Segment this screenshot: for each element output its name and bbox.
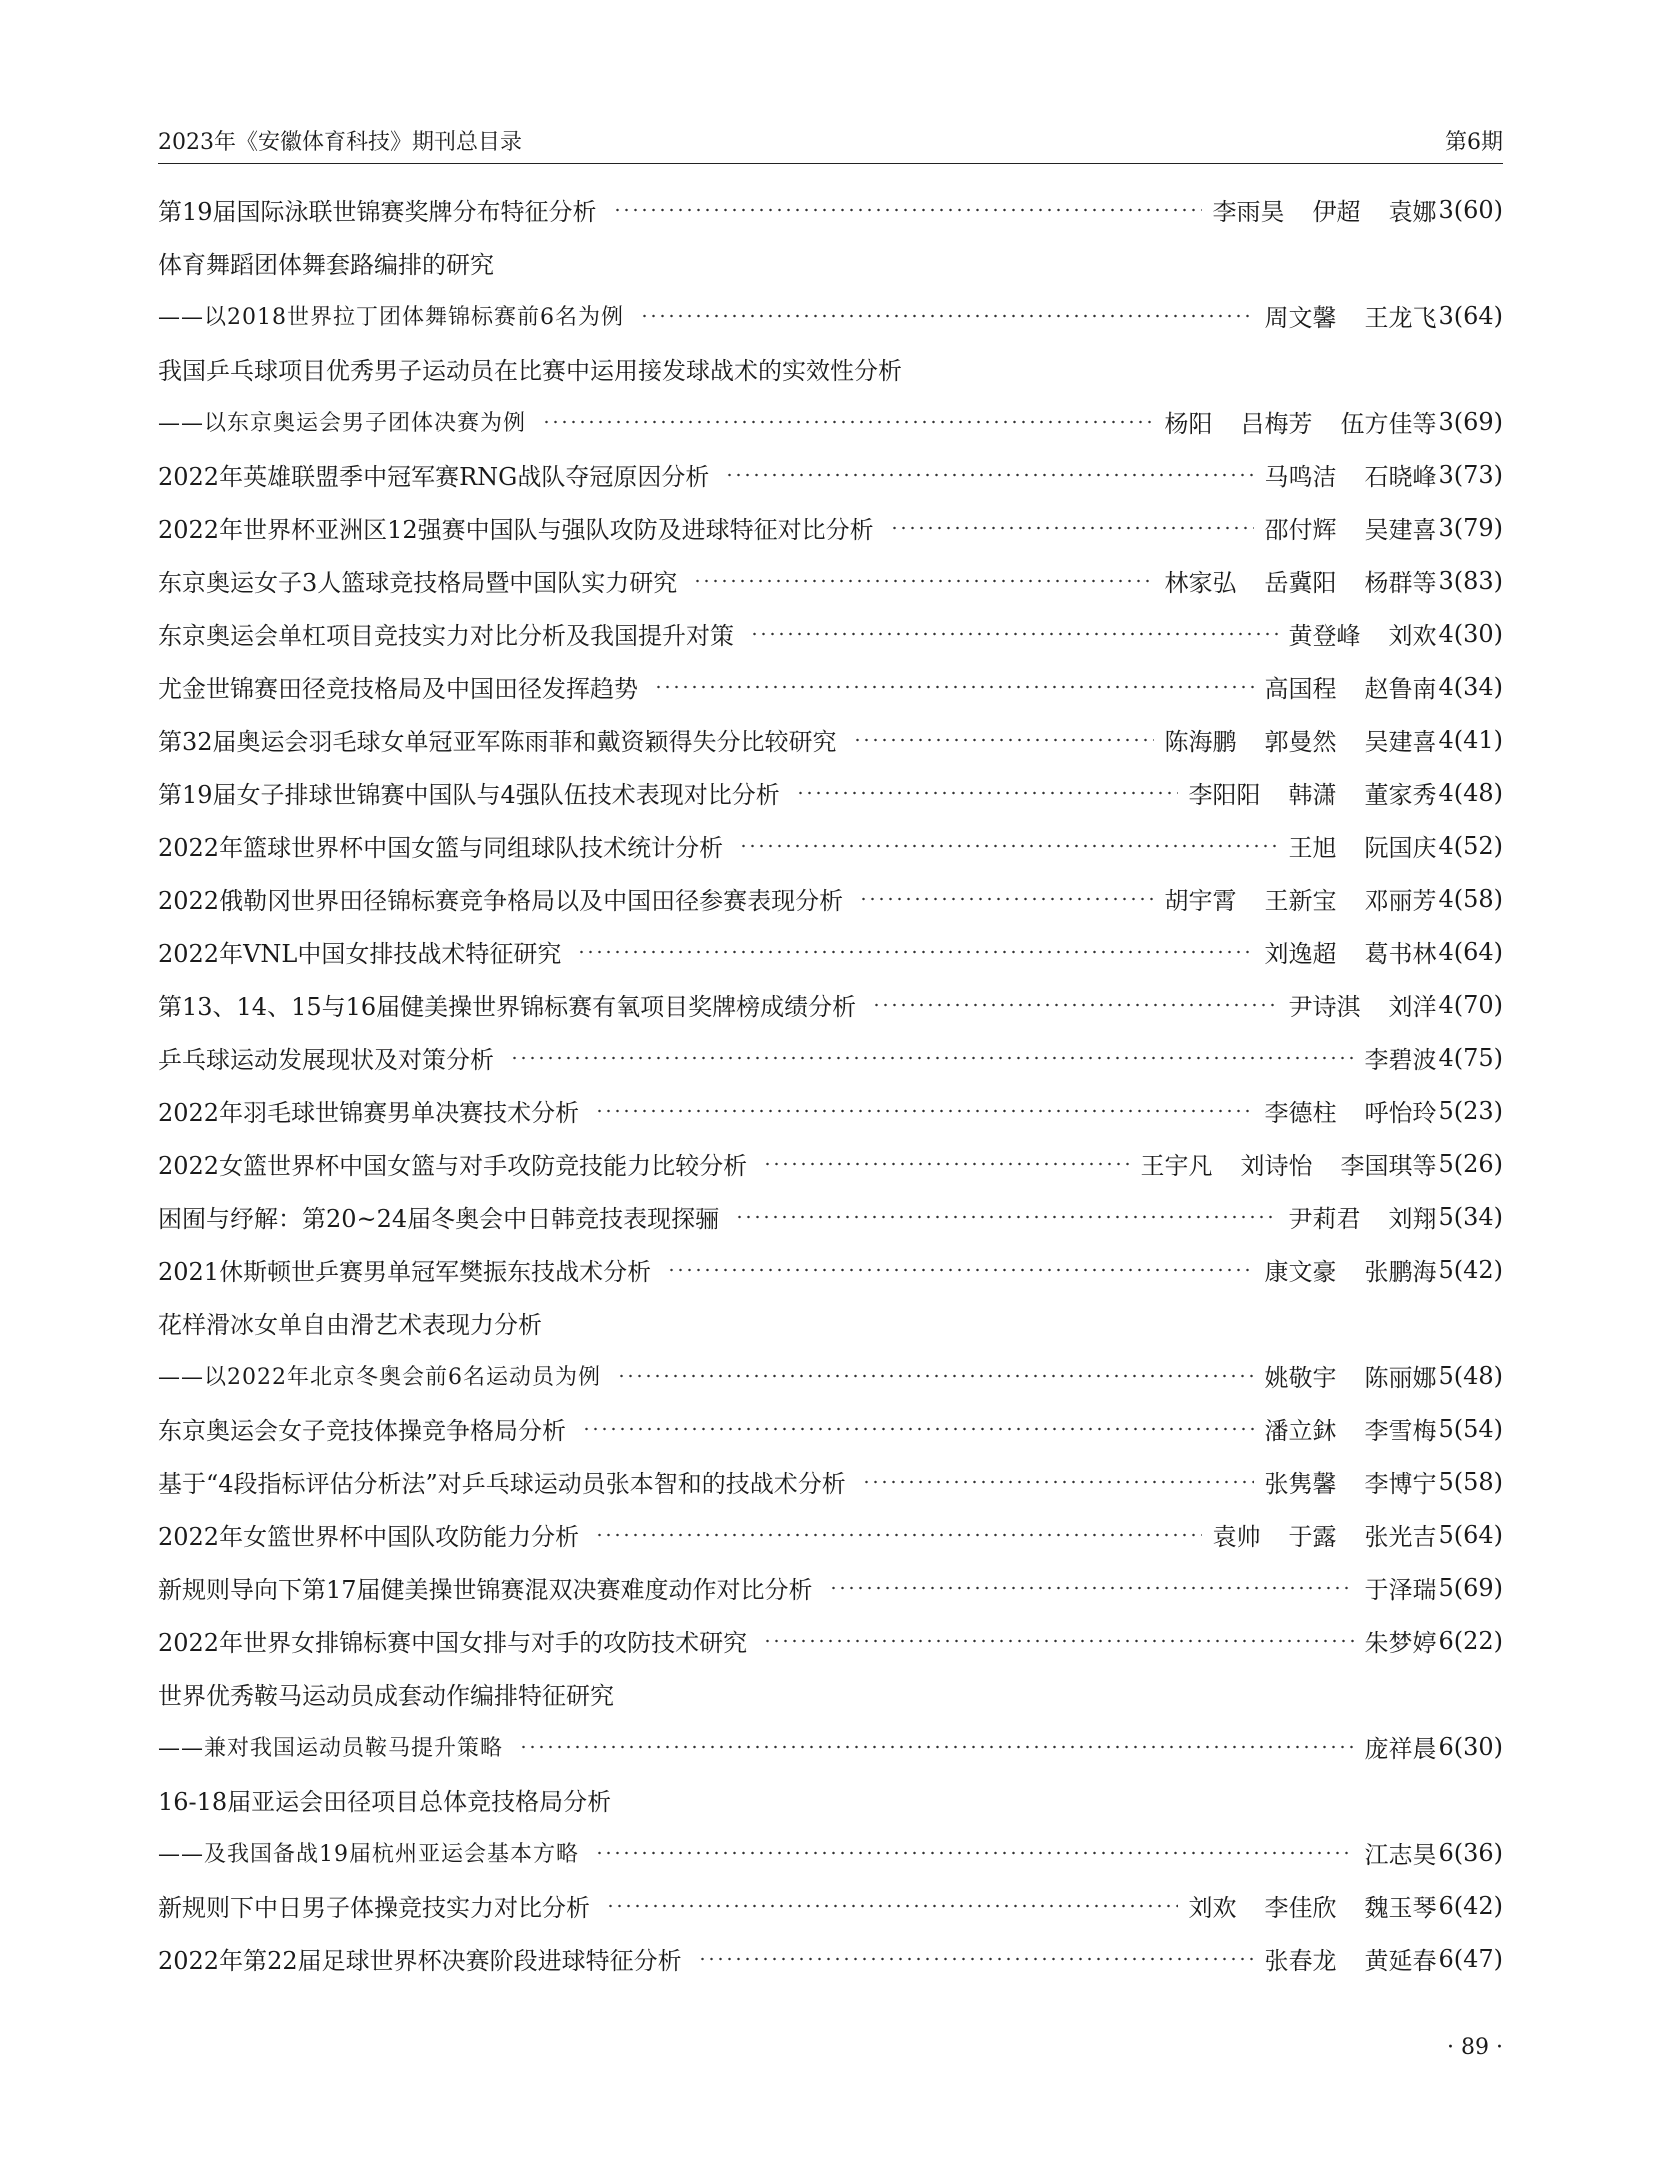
dot-leader [750,632,1278,636]
dot-leader [890,526,1255,530]
header-journal-title: 2023年《安徽体育科技》期刊总目录 [158,130,522,155]
author-name: 刘欢 [1388,622,1437,650]
entry-authors [1364,1729,1436,1764]
author-name: 李雪梅 [1364,1417,1437,1445]
entry-authors [1288,616,1436,651]
entry-issue-page: 3(83) [1438,566,1503,595]
entry-title: 东京奥运女子3人篮球竞技格局暨中国队实力研究 [158,569,678,597]
toc-entry [158,1508,1503,1561]
dot-leader [582,1427,1254,1431]
entry-subtitle: ——以东京奥运会男子团体决赛为例 [158,411,527,436]
entry-issue-page: 4(52) [1438,831,1503,860]
entry-authors [1264,1464,1436,1499]
author-name: 康文豪 [1264,1258,1337,1286]
entry-issue-page: 3(69) [1438,407,1503,436]
entry-authors [1364,1570,1436,1605]
author-name: 吕梅芳 [1240,410,1313,438]
entry-title: 花样滑冰女单自由滑艺术表现力分析 [158,1311,542,1339]
author-name: 李国琪等 [1340,1152,1437,1180]
entry-title: 第13、14、15与16届健美操世界锦标赛有氧项目奖牌榜成绩分析 [158,993,857,1021]
dot-leader [595,1109,1254,1113]
entry-title: 基于“4段指标评估分析法”对乒乓球运动员张本智和的技战术分析 [158,1470,846,1498]
dot-leader [595,1533,1202,1537]
dot-leader [862,1480,1255,1484]
entry-authors [1264,457,1436,492]
dot-leader [872,1003,1278,1007]
toc-entry-subtitle [158,1826,1503,1879]
dot-leader [829,1586,1355,1590]
entry-issue-page: 4(30) [1438,619,1503,648]
entry-title: 2022年篮球世界杯中国女篮与同组球队技术统计分析 [158,834,724,862]
author-name: 董家秀 [1364,781,1437,809]
entry-authors [1264,298,1436,333]
dot-leader [725,473,1254,477]
dot-leader [735,1215,1278,1219]
entry-title: 2021休斯顿世乒赛男单冠军樊振东技战术分析 [158,1258,652,1286]
author-name: 杨阳 [1164,410,1213,438]
toc-entry [158,1296,1503,1349]
entry-subtitle: ——及我国备战19届杭州亚运会基本方略 [158,1842,579,1867]
toc-entry [158,1243,1503,1296]
entry-issue-page: 4(41) [1438,725,1503,754]
entry-issue-page: 5(23) [1438,1096,1503,1125]
author-name: 胡宇霄 [1164,887,1237,915]
author-name: 葛书林 [1364,940,1437,968]
entry-title: 困囿与纾解：第20~24届冬奥会中日韩竞技表现探骊 [158,1205,720,1233]
dot-leader [853,738,1155,742]
toc-entry [158,554,1503,607]
toc-entry [158,1667,1503,1720]
entry-authors [1288,987,1436,1022]
toc-entry [158,183,1503,236]
author-name: 岳冀阳 [1264,569,1337,597]
entry-issue-page: 5(34) [1438,1202,1503,1231]
entry-title: 第32届奥运会羽毛球女单冠亚军陈雨菲和戴资颖得失分比较研究 [158,728,837,756]
author-name: 王宇凡 [1140,1152,1213,1180]
entry-title: 新规则下中日男子体操竞技实力对比分析 [158,1894,590,1922]
toc-entry [158,342,1503,395]
entry-issue-page: 4(70) [1438,990,1503,1019]
entry-authors [1264,934,1436,969]
entry-authors [1164,404,1436,439]
toc-entry [158,1561,1503,1614]
entry-authors [1364,1040,1436,1075]
author-name: 赵鲁南 [1364,675,1437,703]
entry-authors [1364,1835,1436,1870]
entry-authors [1264,669,1436,704]
entry-issue-page: 6(22) [1438,1626,1503,1655]
dot-leader [613,208,1203,212]
dot-leader [640,314,1254,318]
entry-authors [1264,1093,1436,1128]
toc-entry [158,1190,1503,1243]
author-name: 高国程 [1264,675,1337,703]
dot-leader [763,1162,1130,1166]
entry-issue-page: 5(48) [1438,1361,1503,1390]
toc-entry [158,819,1503,872]
entry-title: 2022女篮世界杯中国女篮与对手攻防竞技能力比较分析 [158,1152,748,1180]
entry-title: 2022年英雄联盟季中冠军赛RNG战队夺冠原因分析 [158,463,710,491]
page-number: · 89 · [1447,2035,1503,2060]
toc-entry [158,236,1503,289]
entry-title: 我国乒乓球项目优秀男子运动员在比赛中运用接发球战术的实效性分析 [158,357,902,385]
author-name: 吴建喜 [1364,516,1437,544]
entry-authors [1364,1623,1436,1658]
author-name: 张春龙 [1264,1947,1337,1975]
author-name: 李碧波 [1364,1046,1437,1074]
author-name: 周文馨 [1264,304,1337,332]
author-name: 李德柱 [1264,1099,1337,1127]
entry-title: 2022年世界女排锦标赛中国女排与对手的攻防技术研究 [158,1629,748,1657]
author-name: 张鹏海 [1364,1258,1437,1286]
dot-leader [519,1745,1354,1749]
entry-issue-page: 5(42) [1438,1255,1503,1284]
entry-issue-page: 3(60) [1438,195,1503,224]
author-name: 于泽瑞 [1364,1576,1437,1604]
entry-title: 尤金世锦赛田径竞技格局及中国田径发挥趋势 [158,675,638,703]
entry-authors [1288,828,1436,863]
entry-issue-page: 4(75) [1438,1043,1503,1072]
author-name: 伍方佳等 [1340,410,1437,438]
entry-issue-page: 3(79) [1438,513,1503,542]
author-name: 姚敬宇 [1264,1364,1337,1392]
author-name: 袁娜 [1388,198,1437,226]
author-name: 陈海鹏 [1164,728,1237,756]
author-name: 郭曼然 [1264,728,1337,756]
entry-authors [1212,192,1436,227]
entry-authors [1288,1199,1436,1234]
toc-entry [158,1455,1503,1508]
entry-issue-page: 6(30) [1438,1732,1503,1761]
entry-issue-page: 3(73) [1438,460,1503,489]
entry-subtitle: ——以2018世界拉丁团体舞锦标赛前6名为例 [158,305,624,330]
toc-entry [158,766,1503,819]
entry-issue-page: 5(69) [1438,1573,1503,1602]
author-name: 刘翔 [1388,1205,1437,1233]
dot-leader [739,844,1278,848]
author-name: 李雨昊 [1212,198,1285,226]
entry-issue-page: 4(48) [1438,778,1503,807]
entry-title: 东京奥运会单杠项目竞技实力对比分析及我国提升对策 [158,622,734,650]
author-name: 尹诗淇 [1288,993,1361,1021]
author-name: 张隽馨 [1264,1470,1337,1498]
entry-title: 新规则导向下第17届健美操世锦赛混双决赛难度动作对比分析 [158,1576,813,1604]
author-name: 吴建喜 [1364,728,1437,756]
toc-entry-subtitle [158,289,1503,342]
entry-authors [1188,1888,1436,1923]
author-name: 陈丽娜 [1364,1364,1437,1392]
author-name: 刘逸超 [1264,940,1337,968]
entry-title: 世界优秀鞍马运动员成套动作编排特征研究 [158,1682,614,1710]
author-name: 呼怡玲 [1364,1099,1437,1127]
toc-entry [158,1614,1503,1667]
table-of-contents [158,183,1503,1985]
entry-subtitle: ——以2022年北京冬奥会前6名运动员为例 [158,1365,601,1390]
dot-leader [595,1851,1354,1855]
dot-leader [667,1268,1254,1272]
toc-entry [158,925,1503,978]
dot-leader [577,950,1254,954]
author-name: 朱梦婷 [1364,1629,1437,1657]
toc-entry [158,1084,1503,1137]
entry-issue-page: 5(26) [1438,1149,1503,1178]
entry-title: 2022年世界杯亚洲区12强赛中国队与强队攻防及进球特征对比分析 [158,516,874,544]
entry-title: 第19届国际泳联世锦赛奖牌分布特征分析 [158,198,597,226]
entry-authors [1164,881,1436,916]
author-name: 杨群等 [1364,569,1437,597]
toc-entry-subtitle [158,1720,1503,1773]
author-name: 马鸣洁 [1264,463,1337,491]
author-name: 韩潇 [1288,781,1337,809]
author-name: 林家弘 [1164,569,1237,597]
entry-authors [1264,1358,1436,1393]
toc-entry-subtitle [158,1349,1503,1402]
header-rule [158,163,1503,164]
author-name: 刘洋 [1388,993,1437,1021]
entry-authors [1164,563,1436,598]
entry-title: 第19届女子排球世锦赛中国队与4强队伍技术表现对比分析 [158,781,780,809]
header-issue: 第6期 [1445,130,1503,155]
author-name: 刘欢 [1188,1894,1237,1922]
entry-issue-page: 6(36) [1438,1838,1503,1867]
toc-entry [158,501,1503,554]
entry-issue-page: 3(64) [1438,301,1503,330]
dot-leader [606,1904,1178,1908]
entry-title: 东京奥运会女子竞技体操竞争格局分析 [158,1417,566,1445]
toc-entry [158,1932,1503,1985]
author-name: 李佳欣 [1264,1894,1337,1922]
author-name: 黄登峰 [1288,622,1361,650]
entry-authors [1212,1517,1436,1552]
author-name: 王龙飞 [1364,304,1437,332]
entry-subtitle: ——兼对我国运动员鞍马提升策略 [158,1736,504,1761]
toc-entry [158,1879,1503,1932]
author-name: 邓丽芳 [1364,887,1437,915]
author-name: 石晓峰 [1364,463,1437,491]
entry-authors [1188,775,1436,810]
toc-entry [158,448,1503,501]
entry-authors [1264,1411,1436,1446]
author-name: 于露 [1288,1523,1337,1551]
entry-title: 16-18届亚运会田径项目总体竞技格局分析 [158,1788,612,1816]
entry-title: 2022年羽毛球世锦赛男单决赛技术分析 [158,1099,580,1127]
entry-authors [1164,722,1436,757]
author-name: 江志昊 [1364,1841,1437,1869]
entry-title: 2022年第22届足球世界杯决赛阶段进球特征分析 [158,1947,682,1975]
author-name: 庞祥晨 [1364,1735,1437,1763]
author-name: 阮国庆 [1364,834,1437,862]
dot-leader [617,1374,1254,1378]
dot-leader [510,1056,1354,1060]
author-name: 王旭 [1288,834,1337,862]
dot-leader [796,791,1179,795]
toc-entry [158,872,1503,925]
toc-entry [158,978,1503,1031]
dot-leader [542,420,1154,424]
entry-issue-page: 6(42) [1438,1891,1503,1920]
entry-authors [1264,1941,1436,1976]
toc-entry [158,1031,1503,1084]
toc-entry [158,607,1503,660]
author-name: 张光吉 [1364,1523,1437,1551]
toc-entry [158,660,1503,713]
author-name: 邵付辉 [1264,516,1337,544]
entry-title: 2022年VNL中国女排技战术特征研究 [158,940,562,968]
entry-title: 乒乓球运动发展现状及对策分析 [158,1046,494,1074]
entry-title: 2022年女篮世界杯中国队攻防能力分析 [158,1523,580,1551]
dot-leader [693,579,1154,583]
entry-authors [1264,510,1436,545]
author-name: 潘立鈢 [1264,1417,1337,1445]
entry-issue-page: 4(64) [1438,937,1503,966]
entry-issue-page: 4(34) [1438,672,1503,701]
entry-issue-page: 5(58) [1438,1467,1503,1496]
running-header [158,126,1503,160]
author-name: 袁帅 [1212,1523,1261,1551]
author-name: 刘诗怡 [1240,1152,1313,1180]
entry-title: 2022俄勒冈世界田径锦标赛竞争格局以及中国田径参赛表现分析 [158,887,844,915]
author-name: 魏玉琴 [1364,1894,1437,1922]
entry-title: 体育舞蹈团体舞套路编排的研究 [158,251,494,279]
dot-leader [654,685,1254,689]
toc-entry [158,1137,1503,1190]
toc-entry [158,713,1503,766]
toc-entry [158,1773,1503,1826]
author-name: 伊超 [1312,198,1361,226]
toc-entry-subtitle [158,395,1503,448]
entry-issue-page: 5(64) [1438,1520,1503,1549]
author-name: 尹莉君 [1288,1205,1361,1233]
dot-leader [859,897,1154,901]
dot-leader [698,1957,1255,1961]
toc-entry [158,1402,1503,1455]
author-name: 李阳阳 [1188,781,1261,809]
entry-issue-page: 5(54) [1438,1414,1503,1443]
author-name: 王新宝 [1264,887,1337,915]
entry-authors [1264,1252,1436,1287]
author-name: 黄延春 [1364,1947,1437,1975]
entry-issue-page: 6(47) [1438,1944,1503,1973]
entry-authors [1140,1146,1436,1181]
dot-leader [763,1639,1354,1643]
entry-issue-page: 4(58) [1438,884,1503,913]
author-name: 李博宁 [1364,1470,1437,1498]
